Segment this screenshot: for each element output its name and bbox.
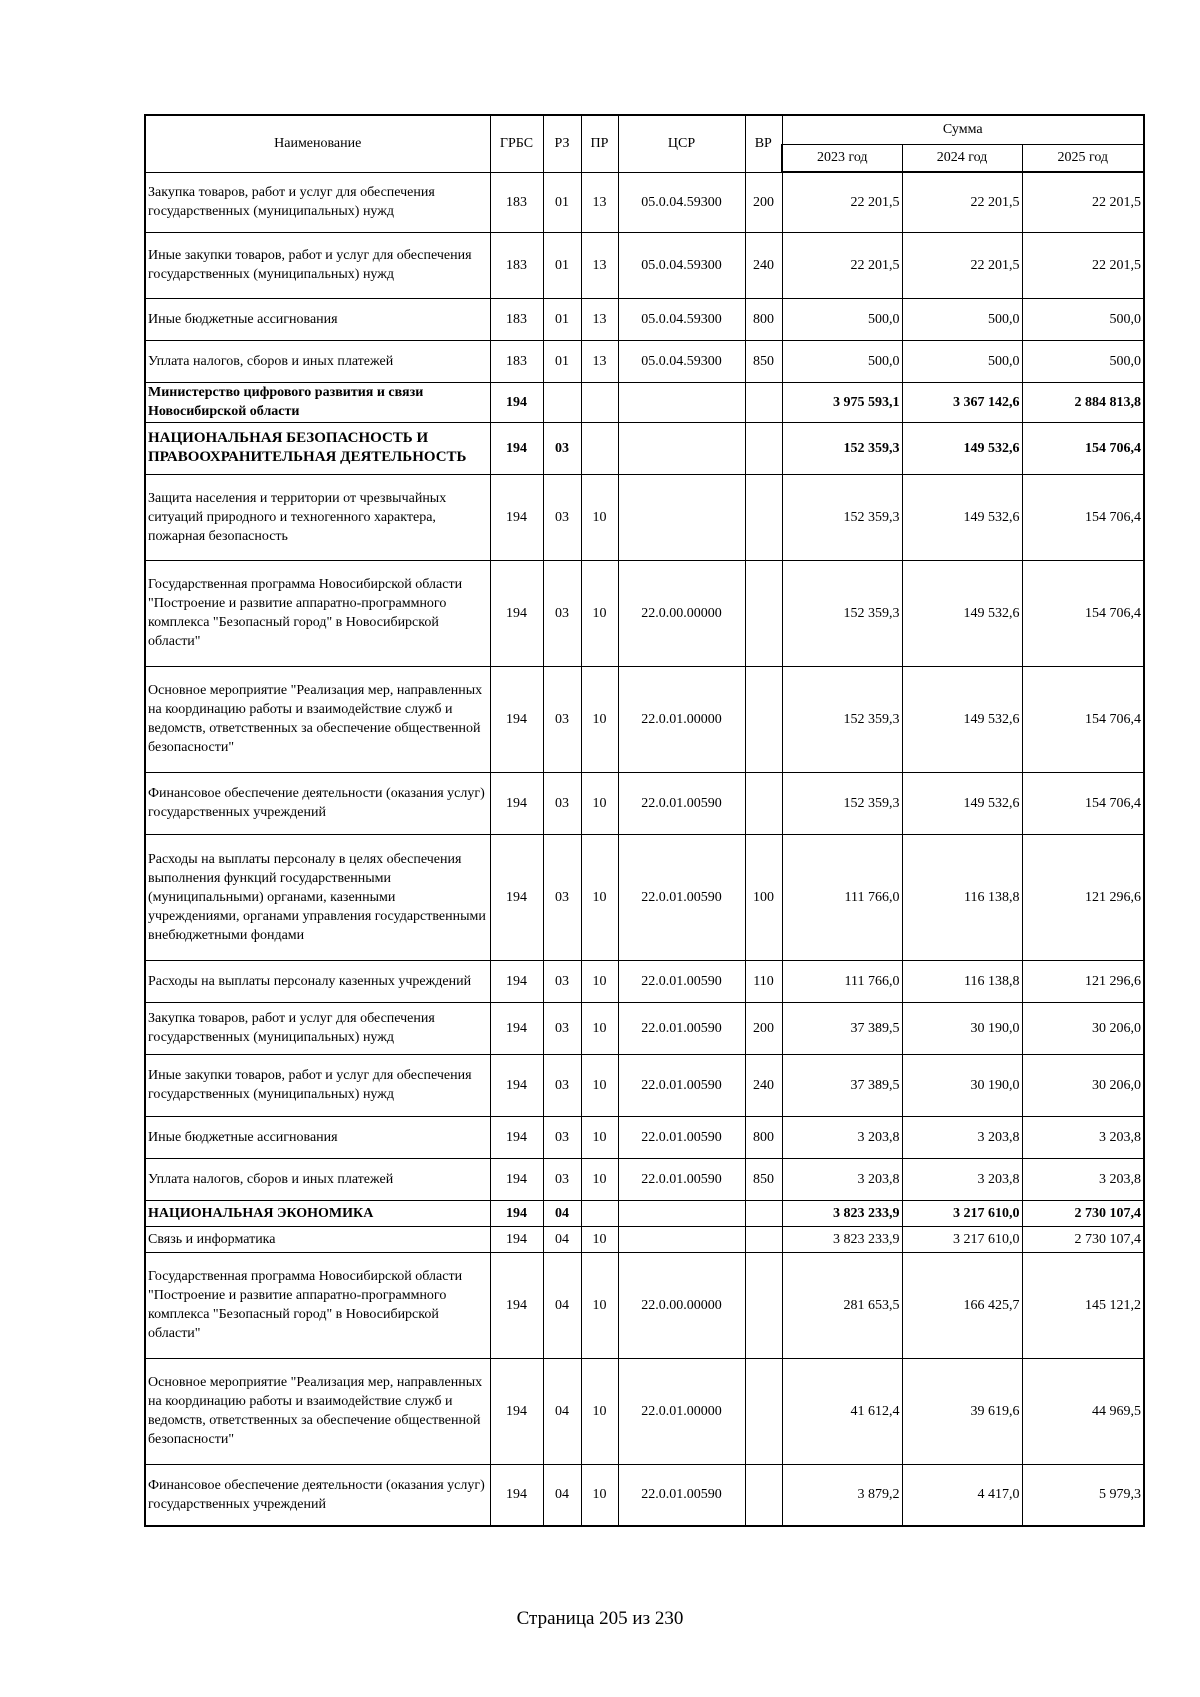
row-name-cell: НАЦИОНАЛЬНАЯ ЭКОНОМИКА <box>145 1200 490 1226</box>
row-csr-cell <box>618 382 745 422</box>
row-vr-cell <box>745 1358 782 1464</box>
row-name-cell: Иные бюджетные ассигнования <box>145 298 490 340</box>
row-2024-cell: 149 532,6 <box>902 772 1022 834</box>
row-csr-cell: 22.0.01.00590 <box>618 772 745 834</box>
header-rz: РЗ <box>543 115 581 172</box>
row-grbs-cell: 183 <box>490 232 543 298</box>
row-grbs-cell: 194 <box>490 666 543 772</box>
table-row <box>145 1116 1144 1158</box>
row-vr-cell: 800 <box>745 1116 782 1158</box>
row-2025-cell: 30 206,0 <box>1022 1054 1144 1116</box>
row-rz-cell: 01 <box>543 232 581 298</box>
row-name-cell: Связь и информатика <box>145 1226 490 1252</box>
row-2023-cell: 152 359,3 <box>782 666 902 772</box>
row-2024-cell: 3 203,8 <box>902 1158 1022 1200</box>
row-vr-cell <box>745 1226 782 1252</box>
row-2024-cell: 149 532,6 <box>902 422 1022 474</box>
row-2023-cell: 3 823 233,9 <box>782 1200 902 1226</box>
row-rz-cell: 03 <box>543 1054 581 1116</box>
row-csr-cell: 22.0.01.00590 <box>618 1464 745 1526</box>
row-grbs-cell: 194 <box>490 1200 543 1226</box>
row-pr-cell <box>581 422 618 474</box>
row-vr-cell <box>745 666 782 772</box>
row-pr-cell: 10 <box>581 772 618 834</box>
row-rz-cell: 03 <box>543 1158 581 1200</box>
row-2025-cell: 154 706,4 <box>1022 560 1144 666</box>
budget-table <box>144 114 1145 1527</box>
page-number: Страница 205 из 230 <box>516 1608 684 1629</box>
table-row <box>145 382 1144 422</box>
row-name-cell: Государственная программа Новосибирской области "Построение и развитие аппаратно-программного комплекса "Безопасный город" в Новосибирской области" <box>145 1252 490 1358</box>
row-2024-cell: 30 190,0 <box>902 1002 1022 1054</box>
row-grbs-cell: 194 <box>490 1116 543 1158</box>
row-name-cell: Финансовое обеспечение деятельности (оказания услуг) государственных учреждений <box>145 772 490 834</box>
row-csr-cell: 05.0.04.59300 <box>618 172 745 232</box>
table-row <box>145 1158 1144 1200</box>
row-rz-cell: 03 <box>543 560 581 666</box>
row-2023-cell: 37 389,5 <box>782 1054 902 1116</box>
row-2025-cell: 145 121,2 <box>1022 1252 1144 1358</box>
row-grbs-cell: 194 <box>490 960 543 1002</box>
row-2023-cell: 500,0 <box>782 298 902 340</box>
row-pr-cell: 10 <box>581 1158 618 1200</box>
row-pr-cell: 10 <box>581 1226 618 1252</box>
row-2023-cell: 3 823 233,9 <box>782 1226 902 1252</box>
row-csr-cell: 22.0.01.00000 <box>618 666 745 772</box>
row-name-cell: Защита населения и территории от чрезвычайных ситуаций природного и техногенного характера, пожарная безопасность <box>145 474 490 560</box>
row-2024-cell: 22 201,5 <box>902 232 1022 298</box>
row-vr-cell: 110 <box>745 960 782 1002</box>
table-row <box>145 474 1144 560</box>
row-2024-cell: 500,0 <box>902 340 1022 382</box>
table-row <box>145 1358 1144 1464</box>
row-csr-cell <box>618 1226 745 1252</box>
header-vr: ВР <box>745 115 782 172</box>
row-2024-cell: 4 417,0 <box>902 1464 1022 1526</box>
row-2023-cell: 281 653,5 <box>782 1252 902 1358</box>
row-grbs-cell: 194 <box>490 1358 543 1464</box>
row-csr-cell: 22.0.01.00590 <box>618 834 745 960</box>
table-header <box>145 115 1144 172</box>
table-row <box>145 666 1144 772</box>
table-row <box>145 422 1144 474</box>
row-csr-cell: 22.0.00.00000 <box>618 1252 745 1358</box>
row-2025-cell: 154 706,4 <box>1022 772 1144 834</box>
header-csr: ЦСР <box>618 115 745 172</box>
row-name-cell: Расходы на выплаты персоналу казенных учреждений <box>145 960 490 1002</box>
row-pr-cell: 10 <box>581 834 618 960</box>
row-name-cell: Закупка товаров, работ и услуг для обеспечения государственных (муниципальных) нужд <box>145 1002 490 1054</box>
row-2024-cell: 30 190,0 <box>902 1054 1022 1116</box>
row-vr-cell: 200 <box>745 172 782 232</box>
header-year-2023: 2023 год <box>782 144 902 172</box>
row-2025-cell: 154 706,4 <box>1022 474 1144 560</box>
row-csr-cell: 22.0.01.00000 <box>618 1358 745 1464</box>
table-row <box>145 232 1144 298</box>
row-2025-cell: 121 296,6 <box>1022 834 1144 960</box>
row-pr-cell: 10 <box>581 1116 618 1158</box>
row-vr-cell: 240 <box>745 1054 782 1116</box>
row-rz-cell: 04 <box>543 1252 581 1358</box>
row-2025-cell: 22 201,5 <box>1022 172 1144 232</box>
row-pr-cell: 10 <box>581 560 618 666</box>
row-2024-cell: 149 532,6 <box>902 474 1022 560</box>
row-vr-cell: 240 <box>745 232 782 298</box>
table-row <box>145 834 1144 960</box>
row-rz-cell: 03 <box>543 666 581 772</box>
row-rz-cell: 01 <box>543 298 581 340</box>
table-row <box>145 1054 1144 1116</box>
row-2023-cell: 152 359,3 <box>782 422 902 474</box>
row-csr-cell: 22.0.01.00590 <box>618 960 745 1002</box>
row-csr-cell <box>618 474 745 560</box>
row-rz-cell: 04 <box>543 1200 581 1226</box>
table-row <box>145 1002 1144 1054</box>
row-csr-cell: 22.0.00.00000 <box>618 560 745 666</box>
row-2025-cell: 3 203,8 <box>1022 1116 1144 1158</box>
row-grbs-cell: 194 <box>490 1464 543 1526</box>
row-pr-cell: 10 <box>581 960 618 1002</box>
row-2025-cell: 5 979,3 <box>1022 1464 1144 1526</box>
row-pr-cell: 10 <box>581 1464 618 1526</box>
row-name-cell: Иные бюджетные ассигнования <box>145 1116 490 1158</box>
row-2024-cell: 149 532,6 <box>902 666 1022 772</box>
row-2025-cell: 2 730 107,4 <box>1022 1200 1144 1226</box>
table-row <box>145 772 1144 834</box>
row-vr-cell <box>745 1200 782 1226</box>
row-2024-cell: 3 217 610,0 <box>902 1226 1022 1252</box>
row-grbs-cell: 183 <box>490 298 543 340</box>
row-pr-cell: 10 <box>581 1054 618 1116</box>
row-2023-cell: 3 203,8 <box>782 1158 902 1200</box>
row-2023-cell: 3 975 593,1 <box>782 382 902 422</box>
row-2023-cell: 3 203,8 <box>782 1116 902 1158</box>
row-2025-cell: 2 730 107,4 <box>1022 1226 1144 1252</box>
row-grbs-cell: 194 <box>490 474 543 560</box>
table-row <box>145 172 1144 232</box>
row-pr-cell: 10 <box>581 1002 618 1054</box>
header-sum: Сумма <box>782 115 1144 144</box>
row-grbs-cell: 183 <box>490 340 543 382</box>
row-grbs-cell: 194 <box>490 1158 543 1200</box>
row-2024-cell: 3 367 142,6 <box>902 382 1022 422</box>
row-2025-cell: 22 201,5 <box>1022 232 1144 298</box>
table-row <box>145 560 1144 666</box>
row-name-cell: Закупка товаров, работ и услуг для обеспечения государственных (муниципальных) нужд <box>145 172 490 232</box>
row-2025-cell: 3 203,8 <box>1022 1158 1144 1200</box>
row-grbs-cell: 194 <box>490 382 543 422</box>
row-vr-cell <box>745 474 782 560</box>
header-pr: ПР <box>581 115 618 172</box>
row-2024-cell: 116 138,8 <box>902 834 1022 960</box>
row-csr-cell: 05.0.04.59300 <box>618 232 745 298</box>
row-vr-cell <box>745 382 782 422</box>
row-pr-cell: 10 <box>581 1252 618 1358</box>
table-row <box>145 1226 1144 1252</box>
row-rz-cell: 04 <box>543 1464 581 1526</box>
row-pr-cell <box>581 1200 618 1226</box>
row-2023-cell: 152 359,3 <box>782 474 902 560</box>
row-2024-cell: 22 201,5 <box>902 172 1022 232</box>
header-year-2024: 2024 год <box>902 144 1022 172</box>
row-2023-cell: 37 389,5 <box>782 1002 902 1054</box>
row-name-cell: Основное мероприятие "Реализация мер, направленных на координацию работы и взаимодействие служб и ведомств, ответственных за обеспечение общественной безопасности" <box>145 1358 490 1464</box>
row-grbs-cell: 194 <box>490 1002 543 1054</box>
header-name: Наименование <box>145 115 490 172</box>
row-csr-cell: 05.0.04.59300 <box>618 340 745 382</box>
row-2024-cell: 3 203,8 <box>902 1116 1022 1158</box>
row-grbs-cell: 194 <box>490 1054 543 1116</box>
row-2025-cell: 154 706,4 <box>1022 422 1144 474</box>
row-pr-cell: 13 <box>581 340 618 382</box>
row-name-cell: НАЦИОНАЛЬНАЯ БЕЗОПАСНОСТЬ И ПРАВООХРАНИТЕЛЬНАЯ ДЕЯТЕЛЬНОСТЬ <box>145 422 490 474</box>
row-vr-cell <box>745 560 782 666</box>
row-csr-cell: 22.0.01.00590 <box>618 1158 745 1200</box>
table-body <box>145 172 1144 1526</box>
row-grbs-cell: 194 <box>490 422 543 474</box>
row-csr-cell: 22.0.01.00590 <box>618 1116 745 1158</box>
row-rz-cell: 03 <box>543 834 581 960</box>
row-2024-cell: 500,0 <box>902 298 1022 340</box>
row-rz-cell: 03 <box>543 422 581 474</box>
row-2023-cell: 3 879,2 <box>782 1464 902 1526</box>
row-2023-cell: 22 201,5 <box>782 232 902 298</box>
row-vr-cell: 850 <box>745 1158 782 1200</box>
row-2025-cell: 30 206,0 <box>1022 1002 1144 1054</box>
row-csr-cell: 05.0.04.59300 <box>618 298 745 340</box>
row-name-cell: Иные закупки товаров, работ и услуг для обеспечения государственных (муниципальных) нужд <box>145 1054 490 1116</box>
row-vr-cell: 100 <box>745 834 782 960</box>
row-pr-cell: 10 <box>581 1358 618 1464</box>
row-csr-cell: 22.0.01.00590 <box>618 1054 745 1116</box>
row-2024-cell: 166 425,7 <box>902 1252 1022 1358</box>
row-rz-cell: 01 <box>543 172 581 232</box>
row-name-cell: Иные закупки товаров, работ и услуг для обеспечения государственных (муниципальных) нужд <box>145 232 490 298</box>
row-grbs-cell: 194 <box>490 1226 543 1252</box>
row-vr-cell <box>745 1464 782 1526</box>
row-2023-cell: 111 766,0 <box>782 834 902 960</box>
table-row <box>145 1200 1144 1226</box>
row-2023-cell: 152 359,3 <box>782 560 902 666</box>
row-rz-cell: 03 <box>543 474 581 560</box>
row-2025-cell: 154 706,4 <box>1022 666 1144 772</box>
row-vr-cell: 850 <box>745 340 782 382</box>
row-name-cell: Министерство цифрового развития и связи Новосибирской области <box>145 382 490 422</box>
table-row <box>145 298 1144 340</box>
row-csr-cell: 22.0.01.00590 <box>618 1002 745 1054</box>
row-2025-cell: 500,0 <box>1022 340 1144 382</box>
row-pr-cell: 13 <box>581 232 618 298</box>
row-vr-cell <box>745 1252 782 1358</box>
row-name-cell: Основное мероприятие "Реализация мер, направленных на координацию работы и взаимодействие служб и ведомств, ответственных за обеспечение общественной безопасности" <box>145 666 490 772</box>
row-rz-cell: 04 <box>543 1226 581 1252</box>
row-rz-cell: 03 <box>543 1116 581 1158</box>
row-pr-cell: 10 <box>581 474 618 560</box>
row-name-cell: Финансовое обеспечение деятельности (оказания услуг) государственных учреждений <box>145 1464 490 1526</box>
row-rz-cell <box>543 382 581 422</box>
row-rz-cell: 01 <box>543 340 581 382</box>
row-2023-cell: 41 612,4 <box>782 1358 902 1464</box>
table-row <box>145 1252 1144 1358</box>
header-year-2025: 2025 год <box>1022 144 1144 172</box>
row-2023-cell: 22 201,5 <box>782 172 902 232</box>
row-2024-cell: 149 532,6 <box>902 560 1022 666</box>
row-pr-cell: 13 <box>581 172 618 232</box>
row-rz-cell: 03 <box>543 772 581 834</box>
row-name-cell: Уплата налогов, сборов и иных платежей <box>145 1158 490 1200</box>
row-pr-cell: 13 <box>581 298 618 340</box>
row-2025-cell: 500,0 <box>1022 298 1144 340</box>
row-2025-cell: 2 884 813,8 <box>1022 382 1144 422</box>
row-vr-cell <box>745 772 782 834</box>
row-name-cell: Государственная программа Новосибирской области "Построение и развитие аппаратно-программного комплекса "Безопасный город" в Новосибирской области" <box>145 560 490 666</box>
header-grbs: ГРБС <box>490 115 543 172</box>
row-grbs-cell: 194 <box>490 1252 543 1358</box>
row-grbs-cell: 194 <box>490 560 543 666</box>
row-2024-cell: 3 217 610,0 <box>902 1200 1022 1226</box>
row-2025-cell: 44 969,5 <box>1022 1358 1144 1464</box>
row-2024-cell: 116 138,8 <box>902 960 1022 1002</box>
table-row <box>145 960 1144 1002</box>
row-2023-cell: 500,0 <box>782 340 902 382</box>
row-pr-cell <box>581 382 618 422</box>
row-grbs-cell: 194 <box>490 834 543 960</box>
row-2023-cell: 111 766,0 <box>782 960 902 1002</box>
row-rz-cell: 04 <box>543 1358 581 1464</box>
row-vr-cell <box>745 422 782 474</box>
row-2023-cell: 152 359,3 <box>782 772 902 834</box>
row-csr-cell <box>618 422 745 474</box>
row-name-cell: Расходы на выплаты персоналу в целях обеспечения выполнения функций государственными (муниципальными) органами, казенными учреждениями, органами управления государственными внебюджетными фондами <box>145 834 490 960</box>
row-grbs-cell: 194 <box>490 772 543 834</box>
row-2025-cell: 121 296,6 <box>1022 960 1144 1002</box>
row-2024-cell: 39 619,6 <box>902 1358 1022 1464</box>
row-csr-cell <box>618 1200 745 1226</box>
row-name-cell: Уплата налогов, сборов и иных платежей <box>145 340 490 382</box>
row-vr-cell: 200 <box>745 1002 782 1054</box>
table-row <box>145 340 1144 382</box>
row-vr-cell: 800 <box>745 298 782 340</box>
table-row <box>145 1464 1144 1526</box>
row-rz-cell: 03 <box>543 960 581 1002</box>
row-rz-cell: 03 <box>543 1002 581 1054</box>
row-pr-cell: 10 <box>581 666 618 772</box>
row-grbs-cell: 183 <box>490 172 543 232</box>
